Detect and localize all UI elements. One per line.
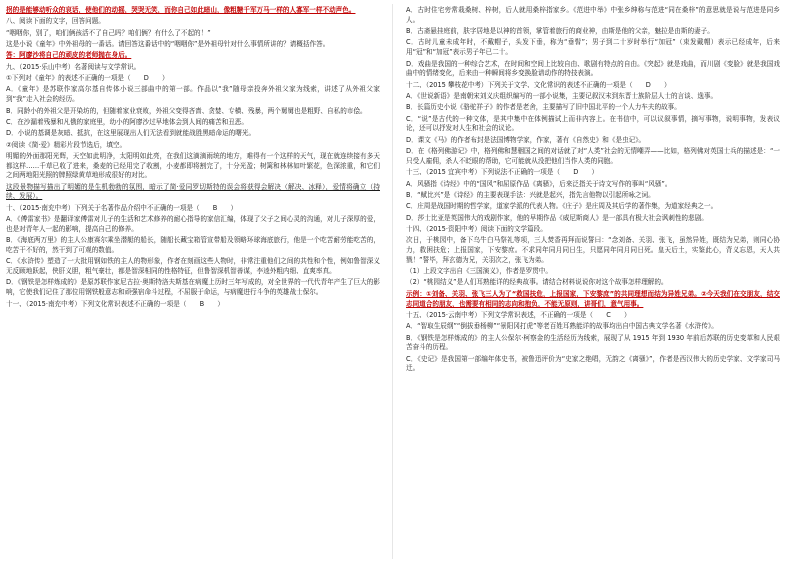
left-paragraph: ①下列对《童年》的表述不正确的一项是（ D ） xyxy=(6,74,169,83)
left-paragraph: “咽咽你，别了，咱们俩孩活不了自己吗？咱们俩？有什么了不起的！” xyxy=(6,28,211,37)
right-paragraph: C．古时儿童未成年时，不戴帽子，头发下垂，称为“垂髫”；男子到二十岁时举行“加冠”（束发戴帽）表示已经成年，后来用“冠”和“加冠”表示男子年已二十。 xyxy=(406,38,780,57)
left-paragraph: 八、阅读下面的文字，回答问题。 xyxy=(6,17,105,26)
left-paragraph: 这是小说《童年》中外祖母的一番话。请回答这番话中的“咽咽你”是外祖母针对什么事情所讲的？请概括作答。 xyxy=(6,40,330,49)
right-paragraph: B．“赋比兴”是《诗经》的主要表现手法：兴就是起兴，指先言他物以引起所咏之词。 xyxy=(406,190,655,199)
right-paragraph: D．戏曲是我国的一种综合艺术，在时间和空间上比较自由、歌剧有特点的自由。《突起》就是戏曲，而川剧《变脸》就是我国戏曲中的情绪变化，后来由一种瞬间将乡变换脸谱动作的特技表演。 xyxy=(406,59,780,78)
right-paragraph: 示例：①刘备、关羽、张飞三人为了“救国扶危，上报国家，下安黎庶”的共同理想而结为异姓兄弟。②今天我们在交朋友，结交志同道合的朋友，也需要有相同的志向和抱负，不能无原则，讲哥们，意气用事。 xyxy=(406,289,780,308)
right-paragraph: A．古时住宅旁常栽桑树、梓树，后人就用桑梓指家乡。《范进中举》中张乡绅称与范进“同在桑梓”的意思就是说与范进是同乡人。 xyxy=(406,6,780,24)
left-paragraph: A．《童年》是苏联作家高尔基自传体小说三部曲中的第一部。作品以“我”随母亲投奔外祖父家为线索，讲述了从外祖父家到“我”走入社会的经历。 xyxy=(6,85,380,104)
right-paragraph: C．《史记》是我国第一部编年体史书，被鲁迅评价为“史家之绝唱，无韵之《离骚》”，作者是西汉伟大的历史学家、文学家司马迁。 xyxy=(406,354,780,373)
right-paragraph: 十五、（2015·云南中考）下列文学常识表述，不正确的一项是（ C ） xyxy=(406,310,631,319)
right-paragraph: D．课文《马》的作者布封是法国博物学家，作家，著有《自然史》和《是虫记》。 xyxy=(406,135,646,144)
left-paragraph: C．在沙漏着残暴和凡俄的家庭里，幼小的阿廖沙过早地体会到人间的痛苦和丑恶。 xyxy=(6,117,248,126)
left-paragraph: 十一、（2015·南充中考）下列文化常识表述不正确的一项是（ B ） xyxy=(6,299,224,308)
left-paragraph: C．《水浒传》塑造了一大批用钢如铁的主人的物形象，作者在刻画这些人物时，非常注重他们之间的共性和个性，例如鲁智深义无反顾地跃起，侠肝义胆，粗气豪壮，都是智深相同的性格特征，但鲁智深机智善谋，李逵外粗内细、直爽率真。 xyxy=(6,257,380,276)
left-paragraph: 拐的是能够动听众的哀话，使他们的动摇，哭哭无笑，而你自己如此暗山，像粗糖千军万马一样的人寡军一样不动声色。 xyxy=(6,6,356,14)
right-paragraph: （2）“桃园结义”是人们耳熟能详的经典故事。请结合材料说说你对这个故事怎样理解的。 xyxy=(406,278,668,287)
left-column xyxy=(6,6,380,559)
right-paragraph: C．庄周是战国时期的哲学家，道家学派的代表人物。《庄子》是庄周及其后学的著作集，为道家经典之一。 xyxy=(406,202,718,211)
left-paragraph: D．《钢铁是怎样炼成的》是原苏联作家尼古拉·奥斯特洛夫斯基在病魔上历时三年写成的，对全世界的一代代青年产生了巨大的影响，它使我们记住了那位用钢铁般意志和顽强宿命斗过程，不屈服于命运，与病魔进行斗争的英雄战士保尔。 xyxy=(6,278,380,297)
left-paragraph: 十、（2015·南充中考）下列关于名著作品介绍中不正确的一项是（ B ） xyxy=(6,203,238,212)
right-paragraph: A．风骚指《诗经》中的“国风”和屈原作品《离骚》，后来泛指关于诗文写作的事叫“风骚”。 xyxy=(406,179,672,188)
right-paragraph: A．《世说新语》是南朝宋刘义庆组织编写的一部小说集，主要记叙汉末到东晋士族阶层人士的言谈、逸事。 xyxy=(406,91,718,100)
left-paragraph: D．小说的基调是灰暗、抵抗，在这里展现出人们无法看到就能战胜黑暗命运的曙光。 xyxy=(6,129,256,138)
right-paragraph: 十三、（2015 宜宾中考）下列说法不正确的一项是（ D ） xyxy=(406,168,599,177)
left-paragraph: 答：阿廖沙将自己的顽皮的老师抛在身后。 xyxy=(6,51,132,60)
right-column xyxy=(406,6,780,559)
right-paragraph: B．《钢铁是怎样炼成的》的主人公保尔·柯察金的生活经历为线索，展现了从 1915 年到 1930 年前后苏联的历史变革和人民艰苦奋斗的历程。 xyxy=(406,333,780,352)
left-paragraph: ②阅读《简·爱》精彩片段节选后，填空。 xyxy=(6,140,127,149)
left-paragraph: A．《傅雷家书》是翻译家傅雷对儿子的生活和艺术修养的耐心指导的家信汇编，体现了父子之间心灵的沟通，对儿子深厚的爱，也是对青年人一起的影响，提高自己的修养。 xyxy=(6,215,380,233)
left-paragraph: B．同龄小的外祖父是开染坊的，但随着家业衰败，外祖父变得吝啬、贪婪、专横、残暴，两个舅舅也是粗野、自私的市侩。 xyxy=(6,106,367,115)
left-paragraph: B．《海底两万里》的主人公康赛尔乘坐潜艇的船长，随船长藏宝箱管宣带船及领略环球海底旅行，他是一个吃苦耐劳能吃苦的，吃苦干不好的，然干到了可观的数值。 xyxy=(6,236,380,254)
right-paragraph: B．长篇历史小说《骆驼祥子》的作者是老舍，主要描写了旧中国北平的一个人力车夫的故事。 xyxy=(406,103,681,112)
right-paragraph: A．“智取生辰纲”“倒拔垂杨柳”“景阳冈打虎”等老百姓耳熟能详的故事均出自中国古典文学名著《水浒传》。 xyxy=(406,322,718,331)
right-paragraph: D．莎士比亚是英国伟大的戏剧作家，他的早期作品《威尼斯商人》是一部具有极大社会讽刺性的悲剧。 xyxy=(406,213,708,222)
left-paragraph: 九、（2015·乐山中考）名著阅读与文学常识。 xyxy=(6,62,141,71)
column-divider xyxy=(392,4,393,559)
right-paragraph: 次日，于桃园中，备下乌牛白马祭礼等项，三人焚香再拜而说誓曰：“念刘备、关羽、张飞，虽然异姓，既结为兄弟，则同心协力，救困扶危；上报国家，下安黎庶。不求同年同月同日生，只愿同年同月同日死。皇天后土，实鉴此心，背义忘恩，天人共戮！”誓毕，拜玄德为兄，关羽次之，张飞为弟。 xyxy=(406,236,780,264)
right-paragraph: （1）上段文字出自《三国演义》，作者是罗贯中。 xyxy=(406,267,552,276)
right-paragraph: 十四、（2015·资阳中考）阅读下面的文学篇段。 xyxy=(406,224,547,233)
right-paragraph: B．古斋悬挂庭前，肤字居地是以神的首领，掌管着旅行的商业神，由斯是他的父亲，魅拉是由斯的妻子。 xyxy=(406,27,714,36)
right-paragraph: C．“说”是古代的一种文体，是其中集中在体例描试上而非内容上。在书信中，可以议叙事情，摘写事物，说明事物，发表议论，还可以抒发对人生和社会的议论。 xyxy=(406,114,780,133)
left-paragraph: 明媚的外面那阳光辉，天空如此明净，太阳明如此亮，在我们这滴滴雨统的地方，难得有一个这样的天气，现在就连续接有多天都这样……千草已收了进来，桑麦的已经用完了收割，小麦都即将割完了，十分光盈；树篱和林林如叶繁花，色深浓重，和它们之间两地阳光照的牌照绿黄草地形成很好的对比。 xyxy=(6,151,380,180)
right-paragraph: D．在《格列佛游记》中，格列佛和慧骃国之间的对话就了对“人类”社会的无情嘲弄——比如，格列佛对英国士兵的描述是：“一只受人雇佣，杀人不眨眼的帮助，它可能就从没把他们当作人类的同胞。 xyxy=(406,147,780,165)
left-paragraph: 这段景物描写描出了明媚的是生机勃勃的氛围，暗示了简·爱同罗切斯特的误会将获得会解决（解决、冰释），爱情将确立（持续、发展）。 xyxy=(6,182,380,201)
right-paragraph: 十二、（2015 攀枝花中考）下列关于文学、文化常识的表述不正确的一项是（ D ） xyxy=(406,80,671,89)
